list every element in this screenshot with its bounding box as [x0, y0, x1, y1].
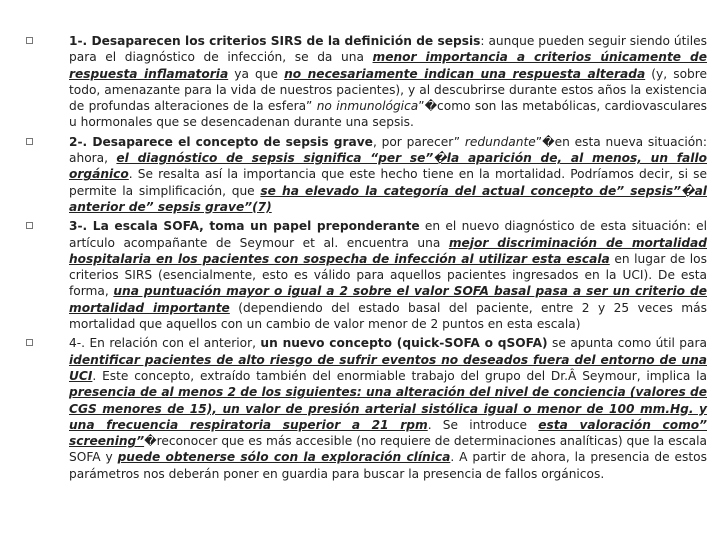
item-italic: redundante — [464, 134, 536, 149]
item-emphasis: se ha elevado la categoría del actual concepto de” sepsis”�al anterior de” sepsis grave”(7) — [69, 183, 707, 214]
item-heading: 2-. Desaparece el concepto de sepsis grave — [69, 134, 373, 149]
item-text: : aunque pueden seguir siendo útiles para el diagnóstico de infección, se da una — [69, 34, 707, 65]
square-bullet-icon — [26, 138, 33, 145]
item-heading: 1-. Desaparecen los criterios SIRS de la definición de sepsis — [69, 34, 481, 48]
item-text: ”�como son las metabólicas, cardiovasculares u hormonales que se desencadenan durante una sepsis. — [69, 99, 708, 130]
item-emphasis: una puntuación mayor o igual a 2 sobre el valor SOFA basal pasa a ser un criterio de mortalidad importante — [69, 284, 707, 315]
item-text: en el nuevo diagnóstico de esta situación: el artículo acompañante de Seymour et al. encuentra una — [69, 219, 707, 250]
item-emphasis: el diagnóstico de sepsis significa “per se”�la aparición de, al menos, un fallo orgánico — [69, 151, 707, 182]
item-text: . A partir de ahora, la presencia de estos parámetros nos deberán poner en guardia para buscar la presencia de fallos orgánicos. — [69, 450, 707, 481]
item-emphasis: puede obtenerse sólo con la exploración clínica — [117, 450, 451, 465]
square-bullet-icon — [26, 339, 33, 346]
list-item — [22, 33, 707, 131]
item-emphasis: no necesariamente indican una respuesta alterada — [284, 66, 646, 81]
item-text: , por parecer” — [372, 134, 465, 149]
item-heading: 3-. La escala SOFA, toma un papel preponderante — [69, 219, 420, 234]
item-text: . Se introduce — [427, 417, 539, 432]
item-emphasis: presencia de al menos 2 de los siguientes: una alteración del nivel de conciencia (valores de CGS menores de 15), un valor de presión arterial sistólica igual o menor de 100 mm.Hg. y una frecuencia respiratoria superior a 21 rpm — [69, 385, 707, 432]
item-text: . Este concepto, extraído también del enormiable trabajo del grupo del Dr.Â Seymour, implica la — [92, 368, 707, 383]
item-text: en lugar de los criterios SIRS (esencialmente, esto es válido para aquellos pacientes ingresados en la UCI). De esta forma, — [69, 251, 707, 299]
square-bullet-icon — [26, 222, 33, 229]
item-emphasis: identificar pacientes de alto riesgo de sufrir eventos no deseados fuera del entorno de una UCI — [69, 352, 707, 383]
item-text: ”�en esta nueva situación: ahora, — [69, 134, 707, 166]
item-text: ya que — [228, 66, 285, 81]
item-bold: un nuevo concepto (quick-SOFA o qSOFA) — [260, 336, 548, 351]
square-bullet-icon — [26, 37, 33, 44]
item-emphasis: esta valoración como” screening” — [69, 417, 707, 449]
bullet-list — [22, 33, 707, 485]
item-emphasis: menor importancia a criterios únicamente de respuesta inflamatoria — [69, 50, 708, 81]
item-heading: 4-. — [69, 336, 86, 351]
item-italic: no inmunológica — [316, 99, 419, 114]
item-text: . Se resalta así la importancia que este hecho tiene en la mortalidad. Podríamos decir, si se permite la simplificación, que — [69, 167, 707, 198]
item-text: En relación con el anterior, — [85, 336, 261, 351]
list-item — [22, 218, 707, 332]
item-text: se apunta como útil para — [547, 336, 707, 351]
list-item — [22, 134, 707, 215]
list-item — [22, 335, 707, 482]
item-emphasis: mejor discriminación de mortalidad hospitalaria en los pacientes con sospecha de infección al utilizar esta escala — [69, 235, 707, 266]
item-text: (dependiendo del estado basal del paciente, entre 2 y 25 veces más mortalidad que aquellos con un cambio de valor menor de 2 puntos en esta escala) — [69, 300, 707, 332]
item-text: �reconocer que es más accesible (no requiere de determinaciones analíticas) que la escala SOFA y — [69, 434, 707, 465]
item-text: (y, sobre todo, amenazante para la vida de nuestros pacientes), y al descubrirse durante estos años la existencia de profundas alteraciones de la esfera” — [69, 66, 708, 114]
